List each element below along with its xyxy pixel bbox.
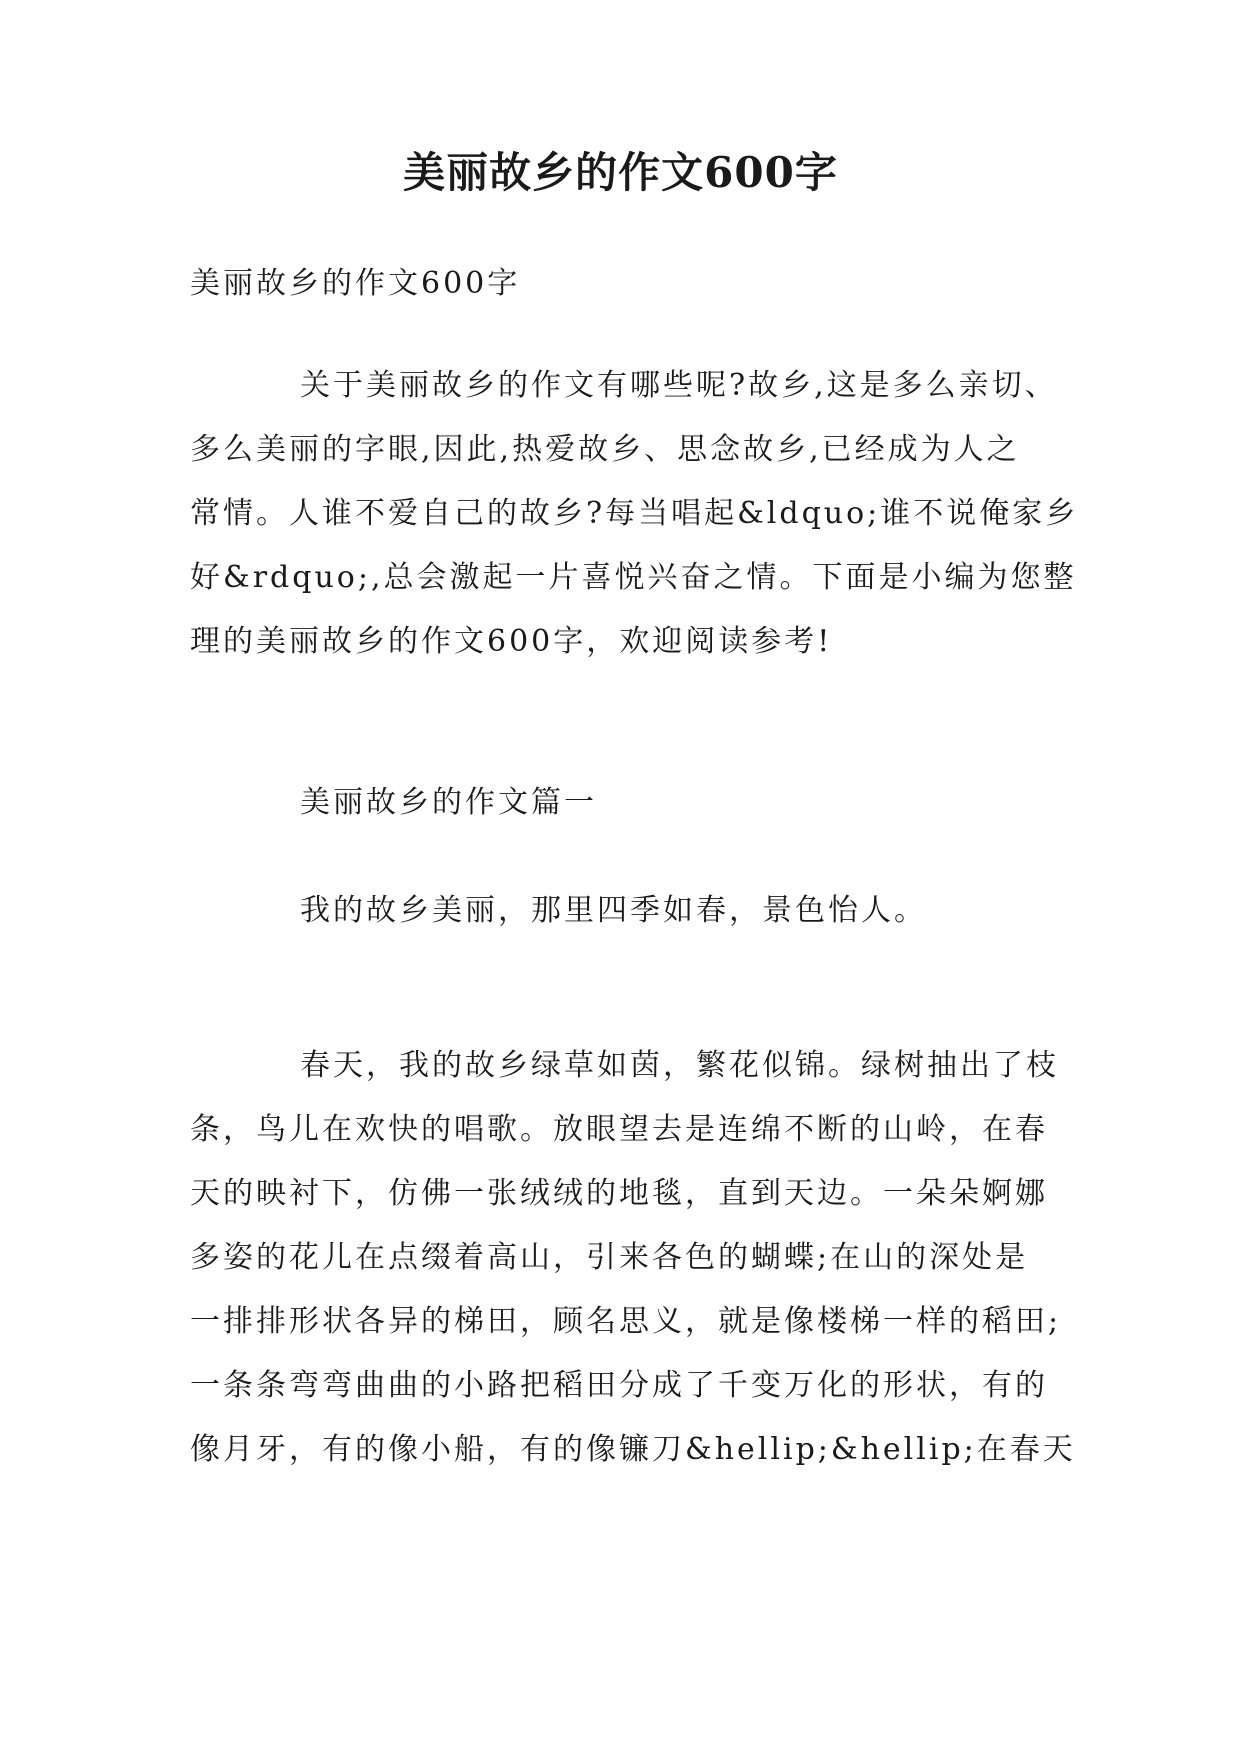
spring-line: 多姿的花儿在点缀着高山，引来各色的蝴蝶;在山的深处是 xyxy=(190,1240,1029,1275)
spring-line: 像月牙，有的像小船，有的像镰刀&hellip;&hellip;在春天 xyxy=(190,1432,1076,1467)
section-first-line: 我的故乡美丽，那里四季如春，景色怡人。 xyxy=(300,893,927,928)
document-title: 美丽故乡的作文600字 xyxy=(403,148,838,197)
spring-line: 一排排形状各异的梯田，顾名思义，就是像楼梯一样的稻田; xyxy=(190,1304,1062,1339)
intro-line: 常情。人谁不爱自己的故乡?每当唱起&ldquo;谁不说俺家乡 xyxy=(190,496,1079,531)
intro-line: 关于美丽故乡的作文有哪些呢?故乡,这是多么亲切、 xyxy=(300,368,1058,403)
spring-line: 天的映衬下，仿佛一张绒绒的地毯，直到天边。一朵朵婀娜 xyxy=(190,1176,1048,1211)
intro-line: 好&rdquo;,总会激起一片喜悦兴奋之情。下面是小编为您整 xyxy=(190,560,1077,595)
intro-paragraph xyxy=(190,354,1090,674)
intro-line: 理的美丽故乡的作文600字，欢迎阅读参考! xyxy=(190,624,833,659)
spring-line: 春天，我的故乡绿草如茵，繁花似锦。绿树抽出了枝 xyxy=(300,1048,1059,1083)
intro-line: 多么美丽的字眼,因此,热爱故乡、思念故乡,已经成为人之 xyxy=(190,432,1020,467)
spring-line: 条，鸟儿在欢快的唱歌。放眼望去是连绵不断的山岭，在春 xyxy=(190,1112,1048,1147)
section-heading: 美丽故乡的作文篇一 xyxy=(300,785,597,820)
document-subtitle: 美丽故乡的作文600字 xyxy=(190,266,521,301)
spring-line: 一条条弯弯曲曲的小路把稻田分成了千变万化的形状，有的 xyxy=(190,1368,1048,1403)
spring-paragraph xyxy=(190,1034,1090,1482)
